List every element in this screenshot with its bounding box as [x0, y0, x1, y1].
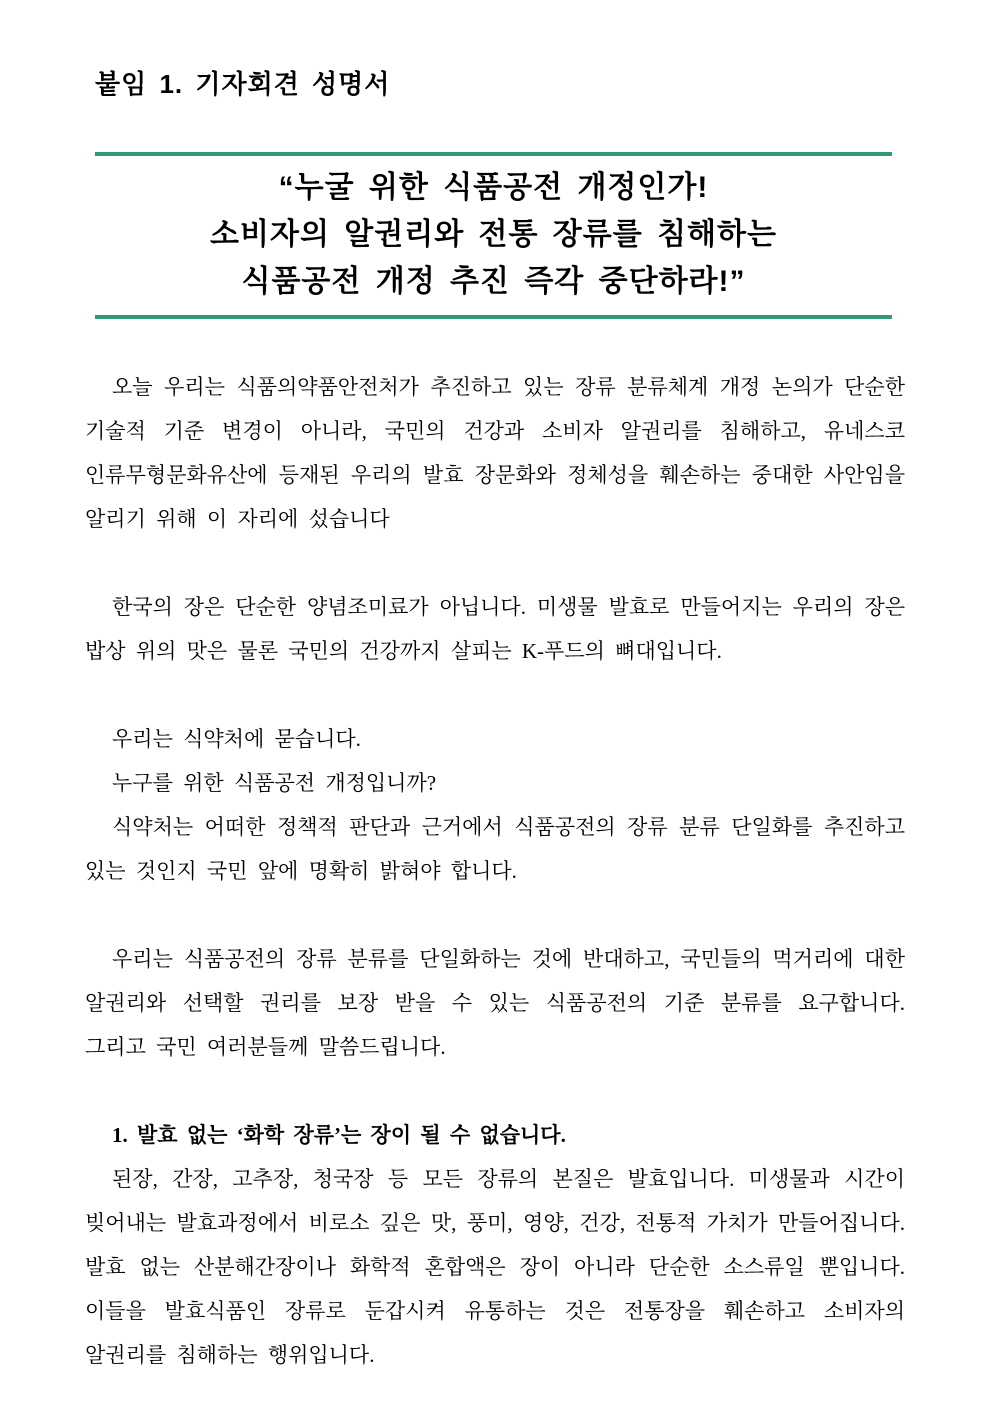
- headline-line-1: “누굴 위한 식품공전 개정인가!: [278, 171, 709, 204]
- headline-line-3: 식품공전 개정 추진 즉각 중단하라!”: [241, 265, 746, 298]
- paragraph-intro: 오늘 우리는 식품의약품안전처가 추진하고 있는 장류 분류체계 개정 논의가 단순한 기술적 기준 변경이 아니라, 국민의 건강과 소비자 알권리를 침해하고, 유네스코 인류무형문화유산에 등재된 우리의 발효 장문화와 정체성을 훼손하는 중대한 사안임을 알리기 위해 이 자리에 섰습니다: [85, 375, 905, 531]
- headline-box: [95, 152, 892, 319]
- section-1-body: 된장, 간장, 고추장, 청국장 등 모든 장류의 본질은 발효입니다. 미생물과 시간이 빚어내는 발효과정에서 비로소 깊은 맛, 풍미, 영양, 건강, 전통적 가치가 만들어집니다. 발효 없는 산분해간장이나 화학적 혼합액은 장이 아니라 단순한 소스류일 뿐입니다. 이들을 발효식품인 장류로 둔갑시켜 유통하는 것은 전통장을 훼손하고 소비자의 알권리를 침해하는 행위입니다.: [85, 1167, 905, 1367]
- paragraph-demand: 우리는 식품공전의 장류 분류를 단일화하는 것에 반대하고, 국민들의 먹거리에 대한 알권리와 선택할 권리를 보장 받을 수 있는 식품공전의 기준 분류를 요구합니다. 그리고 국민 여러분들께 말씀드립니다.: [85, 947, 905, 1059]
- section-1-heading: 1. 발효 없는 ‘화학 장류’는 장이 될 수 없습니다.: [112, 1123, 566, 1147]
- question-line-1: 우리는 식약처에 묻습니다.: [112, 727, 361, 751]
- paragraph-jang-definition: 한국의 장은 단순한 양념조미료가 아닙니다. 미생물 발효로 만들어지는 우리의 장은 밥상 위의 맛은 물론 국민의 건강까지 살피는 K-푸드의 뼈대입니다.: [85, 595, 905, 663]
- attachment-title: 붙임 1. 기자회견 성명서: [95, 69, 391, 99]
- paragraph-questions-group: [85, 717, 905, 893]
- statement-body: [85, 365, 905, 1377]
- question-line-3: 식약처는 어떠한 정책적 판단과 근거에서 식품공전의 장류 분류 단일화를 추진하고 있는 것인지 국민 앞에 명확히 밝혀야 합니다.: [85, 815, 905, 883]
- headline-line-2: 소비자의 알권리와 전통 장류를 침해하는: [210, 218, 777, 251]
- question-line-2: 누구를 위한 식품공전 개정입니까?: [112, 771, 437, 795]
- section-1: [85, 1113, 905, 1377]
